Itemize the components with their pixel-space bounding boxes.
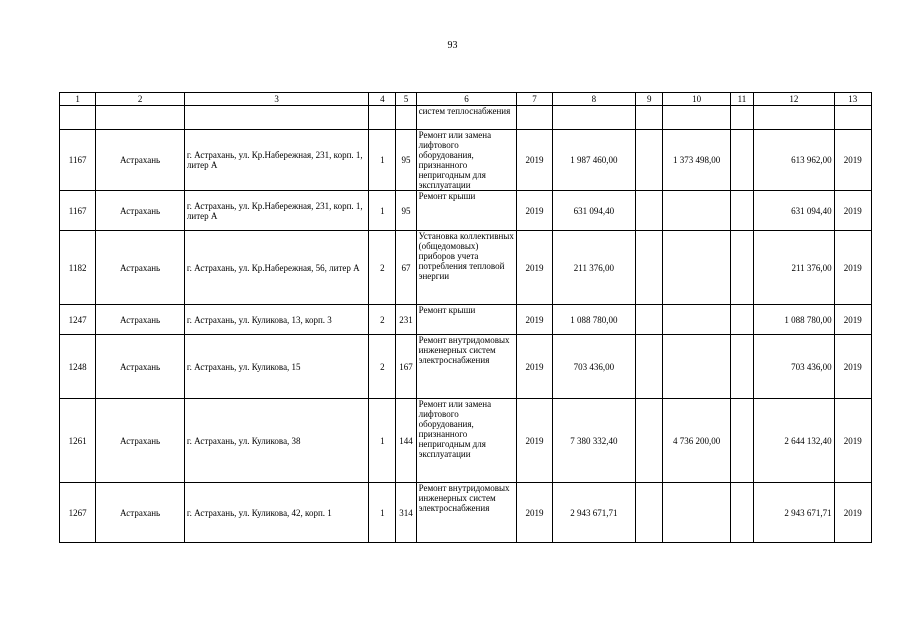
table-cell: 1247 xyxy=(60,305,96,335)
table-cell: 703 436,00 xyxy=(754,335,835,399)
table-cell xyxy=(517,106,552,130)
table-cell xyxy=(369,106,396,130)
table-cell: 7 380 332,40 xyxy=(552,399,636,483)
table-cell: Астрахань xyxy=(96,130,185,191)
table-cell: 2 xyxy=(369,305,396,335)
table-cell: 1 088 780,00 xyxy=(754,305,835,335)
column-header: 6 xyxy=(416,93,517,106)
column-header: 4 xyxy=(369,93,396,106)
table-cell: Астрахань xyxy=(96,231,185,305)
table-cell: 231 xyxy=(396,305,416,335)
table-cell: г. Астрахань, ул. Куликова, 15 xyxy=(184,335,368,399)
table-cell: 211 376,00 xyxy=(754,231,835,305)
table-row xyxy=(60,191,872,231)
table-cell xyxy=(730,335,753,399)
table-cell: 144 xyxy=(396,399,416,483)
table-cell: 1 xyxy=(369,399,396,483)
table-cell: 1 xyxy=(369,130,396,191)
column-header: 8 xyxy=(552,93,636,106)
table-cell: 1248 xyxy=(60,335,96,399)
column-header: 2 xyxy=(96,93,185,106)
table-cell xyxy=(730,191,753,231)
table-row xyxy=(60,483,872,543)
table-cell xyxy=(636,130,663,191)
table-cell: систем теплоснабжения xyxy=(416,106,517,130)
table-cell: 2019 xyxy=(517,191,552,231)
table-cell: 2019 xyxy=(517,399,552,483)
table-cell: 2 xyxy=(369,335,396,399)
table-cell: Ремонт крыши xyxy=(416,191,517,231)
table-cell xyxy=(730,130,753,191)
table-cell: 167 xyxy=(396,335,416,399)
table-cell: Ремонт внутридомовых инженерных систем электроснабжения xyxy=(416,483,517,543)
table-cell: г. Астрахань, ул. Кр.Набережная, 56, литер А xyxy=(184,231,368,305)
table-cell: 2019 xyxy=(834,399,871,483)
table-cell: 2 xyxy=(369,231,396,305)
table-cell: 703 436,00 xyxy=(552,335,636,399)
table-cell: Астрахань xyxy=(96,305,185,335)
table-cell: 95 xyxy=(396,191,416,231)
table-cell: 631 094,40 xyxy=(754,191,835,231)
column-header: 3 xyxy=(184,93,368,106)
table-cell xyxy=(96,106,185,130)
table-cell xyxy=(730,399,753,483)
column-header: 9 xyxy=(636,93,663,106)
table-cell xyxy=(663,305,730,335)
table-cell: 2019 xyxy=(834,483,871,543)
table-cell xyxy=(60,106,96,130)
header-row xyxy=(60,93,872,106)
table-cell: 1182 xyxy=(60,231,96,305)
table-cell: 2019 xyxy=(517,305,552,335)
table-cell xyxy=(663,191,730,231)
table-cell: Астрахань xyxy=(96,399,185,483)
table-cell xyxy=(730,106,753,130)
table-row xyxy=(60,130,872,191)
table-cell: Астрахань xyxy=(96,191,185,231)
table-cell: Ремонт или замена лифтового оборудования, признанного непригодным для эксплуатации xyxy=(416,130,517,191)
table-cell: 2019 xyxy=(517,231,552,305)
table-cell xyxy=(636,231,663,305)
table-cell: 2019 xyxy=(517,130,552,191)
table-cell xyxy=(663,335,730,399)
column-header: 12 xyxy=(754,93,835,106)
table-cell: 2019 xyxy=(834,130,871,191)
table-cell: 314 xyxy=(396,483,416,543)
table-cell xyxy=(663,483,730,543)
table-row xyxy=(60,399,872,483)
table-cell: Установка коллективных (общедомовых) приборов учета потребления тепловой энергии xyxy=(416,231,517,305)
table-cell: г. Астрахань, ул. Куликова, 38 xyxy=(184,399,368,483)
table-cell: г. Астрахань, ул. Кр.Набережная, 231, корп. 1, литер А xyxy=(184,130,368,191)
table-cell: 1 987 460,00 xyxy=(552,130,636,191)
table-cell xyxy=(636,483,663,543)
table-cell: 1267 xyxy=(60,483,96,543)
table-cell: 1 xyxy=(369,191,396,231)
table-cell: 211 376,00 xyxy=(552,231,636,305)
table-cell: 2019 xyxy=(517,335,552,399)
table-cell: Ремонт внутридомовых инженерных систем электроснабжения xyxy=(416,335,517,399)
table-cell xyxy=(754,106,835,130)
table-cell: Астрахань xyxy=(96,483,185,543)
table-cell xyxy=(663,106,730,130)
table-cell: 2 943 671,71 xyxy=(552,483,636,543)
table-cell: 613 962,00 xyxy=(754,130,835,191)
column-header: 1 xyxy=(60,93,96,106)
table-cell: г. Астрахань, ул. Кр.Набережная, 231, корп. 1, литер А xyxy=(184,191,368,231)
column-header: 5 xyxy=(396,93,416,106)
table-row xyxy=(60,231,872,305)
table-cell: 1 088 780,00 xyxy=(552,305,636,335)
column-header: 11 xyxy=(730,93,753,106)
table-cell: 95 xyxy=(396,130,416,191)
column-header: 13 xyxy=(834,93,871,106)
table-cell: 2019 xyxy=(834,335,871,399)
table-row xyxy=(60,106,872,130)
table-cell xyxy=(636,106,663,130)
table-cell xyxy=(636,305,663,335)
table-cell: 2 644 132,40 xyxy=(754,399,835,483)
column-header: 7 xyxy=(517,93,552,106)
table-cell xyxy=(730,483,753,543)
table-cell: 1167 xyxy=(60,191,96,231)
table-cell: 2 943 671,71 xyxy=(754,483,835,543)
column-header: 10 xyxy=(663,93,730,106)
table-cell: 1167 xyxy=(60,130,96,191)
table-cell: 1261 xyxy=(60,399,96,483)
table-cell: г. Астрахань, ул. Куликова, 42, корп. 1 xyxy=(184,483,368,543)
table-cell: Ремонт крыши xyxy=(416,305,517,335)
table-row xyxy=(60,335,872,399)
table-cell: Астрахань xyxy=(96,335,185,399)
table-cell xyxy=(636,335,663,399)
table-row xyxy=(60,305,872,335)
table-cell xyxy=(636,191,663,231)
page-number: 93 xyxy=(447,40,458,51)
table-cell xyxy=(730,231,753,305)
table-cell: 2019 xyxy=(517,483,552,543)
table-cell: 67 xyxy=(396,231,416,305)
table-cell: 2019 xyxy=(834,231,871,305)
table-cell xyxy=(730,305,753,335)
table-cell: Ремонт или замена лифтового оборудования, признанного непригодным для эксплуатации xyxy=(416,399,517,483)
table-cell xyxy=(396,106,416,130)
table-cell xyxy=(663,231,730,305)
table-cell xyxy=(552,106,636,130)
table-cell: 1 xyxy=(369,483,396,543)
table-cell xyxy=(636,399,663,483)
capital-repair-table xyxy=(59,92,872,543)
table-cell: 1 373 498,00 xyxy=(663,130,730,191)
table-cell xyxy=(834,106,871,130)
table-cell: 2019 xyxy=(834,191,871,231)
table-cell: 2019 xyxy=(834,305,871,335)
table-cell: г. Астрахань, ул. Куликова, 13, корп. 3 xyxy=(184,305,368,335)
table-cell: 631 094,40 xyxy=(552,191,636,231)
table-cell xyxy=(184,106,368,130)
table-cell: 4 736 200,00 xyxy=(663,399,730,483)
